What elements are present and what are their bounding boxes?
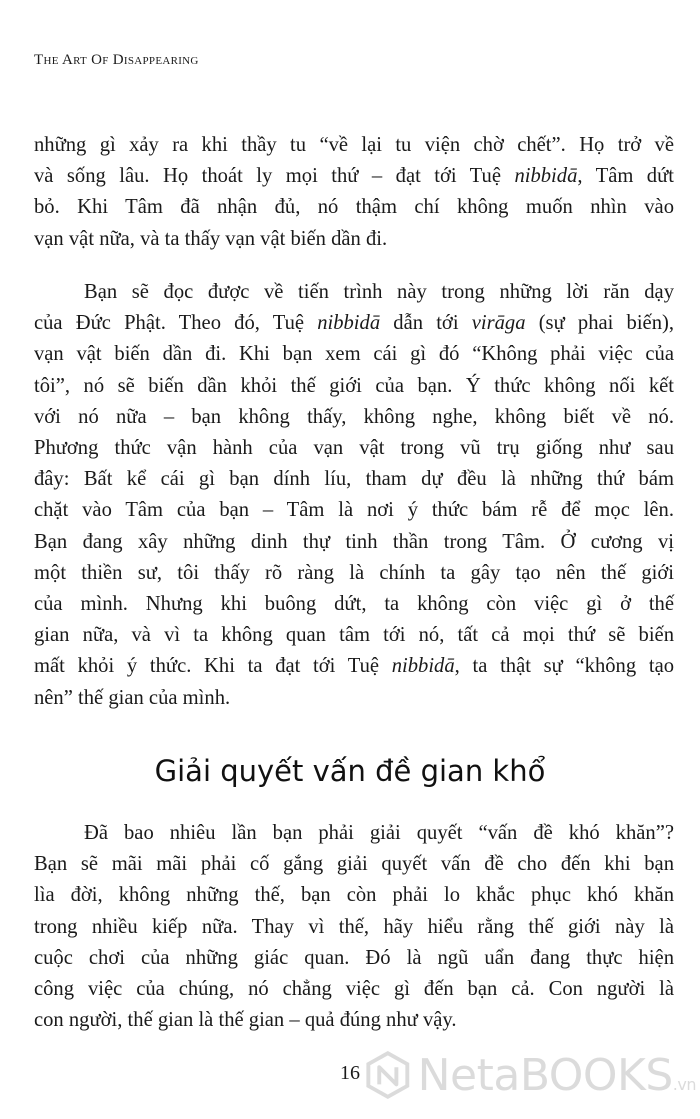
text-line: Bạn sẽ đọc được về tiến trình này trong những lời răn dạy bbox=[84, 281, 674, 303]
text-line: Bạn sẽ mãi mãi phải cố gắng giải quyết vấn đề cho đến khi bạn bbox=[34, 853, 674, 876]
text-line: vạn vật biến dần đi. Khi bạn xem cái gì đó “Không phải việc của bbox=[34, 343, 674, 366]
running-header: The Art Of Disappearing bbox=[34, 52, 199, 68]
text-line: và sống lâu. Họ thoát ly mọi thứ – đạt tới Tuệ nibbidā, Tâm dứt bbox=[34, 165, 674, 188]
section-heading: Giải quyết vấn đề gian khổ bbox=[154, 754, 546, 788]
text-line: Đã bao nhiêu lần bạn phải giải quyết “vấn đề khó khăn”? bbox=[84, 822, 674, 844]
paragraph-2 bbox=[34, 277, 674, 714]
text-line: Phương thức vận hành của vạn vật trong vũ trụ giống như sau bbox=[34, 437, 674, 460]
text-line: nên” thế gian của mình. bbox=[34, 686, 231, 709]
text-line: cuộc chơi của những giác quan. Đó là ngũ uẩn đang thực hiện bbox=[34, 946, 674, 969]
watermark-text: NetaBOOKS.vn bbox=[417, 1049, 696, 1101]
text-line: vạn vật nữa, và ta thấy vạn vật biến dần đi. bbox=[34, 227, 388, 250]
watermark bbox=[366, 1040, 696, 1110]
text-line: chặt vào Tâm của bạn – Tâm là nơi ý thức bám rễ để mọc lên. bbox=[34, 499, 674, 522]
text-line: của Đức Phật. Theo đó, Tuệ nibbidā dẫn tới virāga (sự phai biến), bbox=[34, 312, 674, 335]
text-line: một thiền sư, tôi thấy rõ ràng là chính ta gây tạo nên thế giới bbox=[34, 561, 674, 584]
text-line: trong nhiều kiếp nữa. Thay vì thế, hãy hiểu rằng thế giới này là bbox=[34, 915, 674, 938]
text-line: những gì xảy ra khi thầy tu “về lại tu viện chờ chết”. Họ trở về bbox=[34, 134, 674, 156]
text-line: gian nữa, và vì ta không quan tâm tới nó, tất cả mọi thứ sẽ biến bbox=[34, 624, 674, 647]
text-line: của mình. Nhưng khi buông dứt, ta không còn việc gì ở thế bbox=[34, 593, 674, 616]
text-line: Bạn đang xây những dinh thự tinh thần trong Tâm. Ở cương vị bbox=[34, 530, 674, 553]
text-line: bỏ. Khi Tâm đã nhận đủ, nó thậm chí không muốn nhìn vào bbox=[34, 196, 674, 219]
text-line: mất khỏi ý thức. Khi ta đạt tới Tuệ nibbidā, ta thật sự “không tạo bbox=[34, 655, 675, 678]
text-line: lìa đời, không những thế, bạn còn phải lo khắc phục khó khăn bbox=[34, 884, 674, 907]
paragraph-3 bbox=[34, 818, 674, 1036]
paragraph-1 bbox=[34, 130, 674, 255]
page-number: 16 bbox=[340, 1062, 360, 1084]
text-line: với nó nữa – bạn không thấy, không nghe, không biết về nó. bbox=[34, 405, 674, 428]
text-line: đây: Bất kể cái gì bạn dính líu, tham dự đều là những thứ bám bbox=[34, 468, 674, 491]
neta-logo-icon bbox=[366, 1045, 410, 1105]
text-line: công việc của chúng, nó chẳng việc gì đến bạn cả. Con người là bbox=[34, 978, 674, 1001]
text-line: tôi”, nó sẽ biến dần khỏi thế giới của bạn. Ý thức không nối kết bbox=[34, 374, 674, 397]
text-line: con người, thế gian là thế gian – quả đúng như vậy. bbox=[34, 1009, 457, 1032]
